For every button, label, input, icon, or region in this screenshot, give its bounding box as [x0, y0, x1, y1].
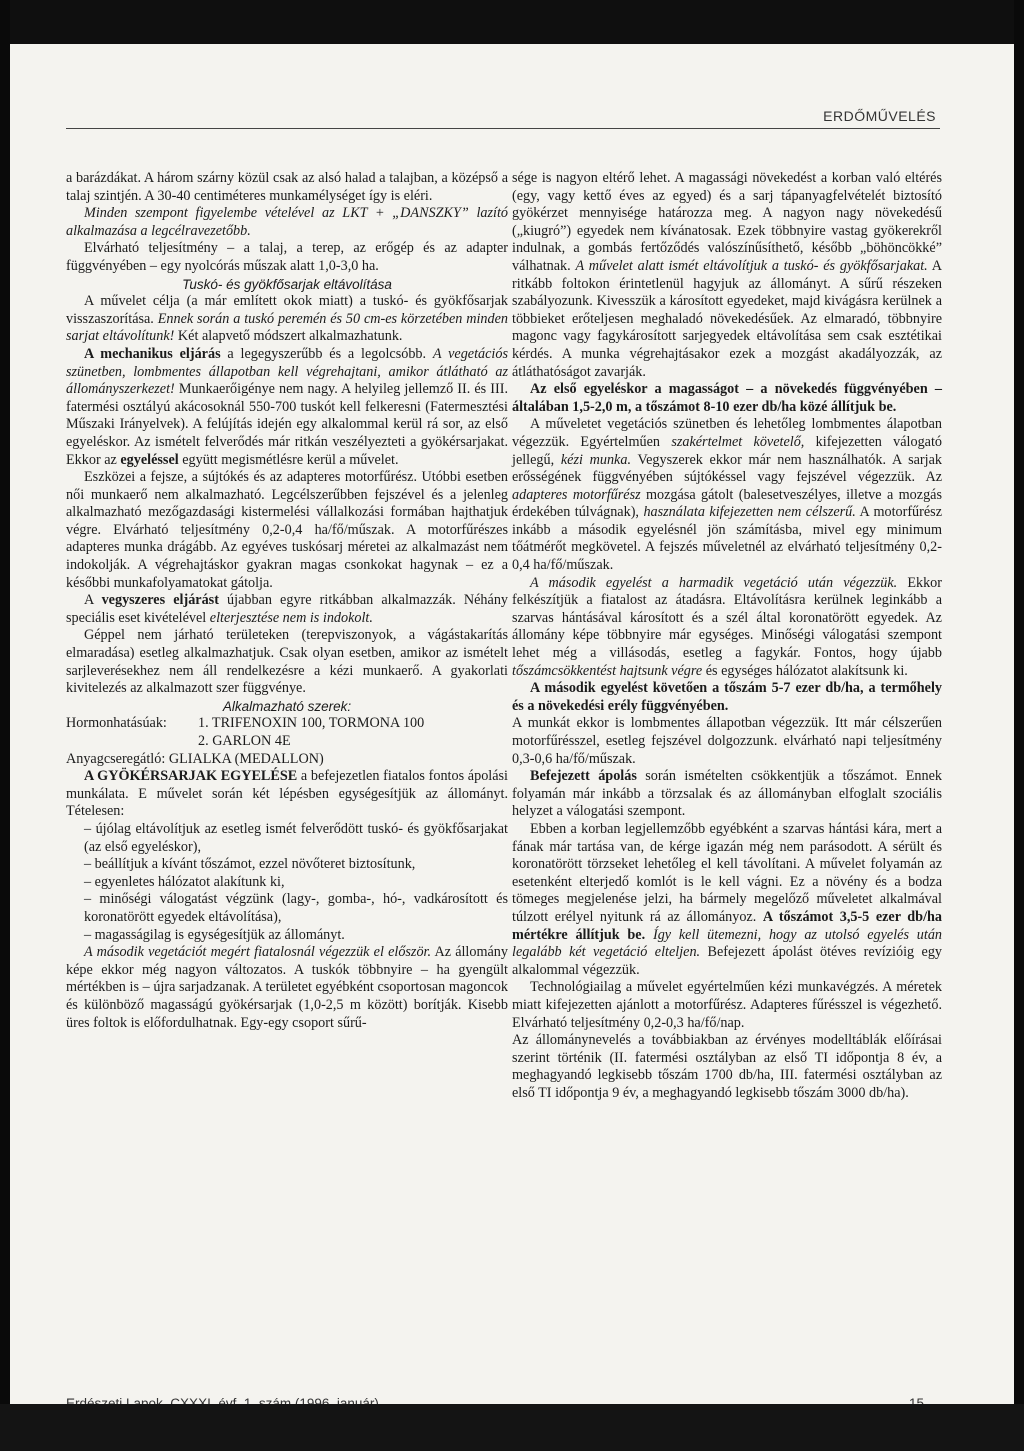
list-item: – magasságilag is egységesítjük az állományt. [84, 926, 345, 943]
paragraph-bold: A második egyelést követően a tőszám 5-7 ezer db/ha, a termőhely és a növekedési erély függvényében. [512, 680, 942, 714]
paragraph-italic: Minden szempont figyelembe vételével az LKT + „DANSZKY” lazító alkalmazása a legcélravezetőbb. [66, 205, 508, 239]
list-item: – beállítjuk a kívánt tőszámot, ezzel növőteret biztosítunk, [84, 856, 416, 873]
agent-row: Hormonhatásúak: 1. TRIFENOXIN 100, TORMONA 100 [66, 715, 425, 732]
paragraph: Befejezett ápolás során ismételten csökkentjük a tőszámot. Ennek folyamán már inkább a törzsalak és az állományban elfoglalt szociális helyzet a válogatási szempont. [512, 768, 942, 820]
paragraph: Eszközei a fejsze, a sújtókés és az adapteres motorfűrész. Utóbbi esetben női munkaerő nem alkalmazható. Legcélszerűbben fejszével és a jelenleg alkalmazható mezőgazdasági kistermelési vállalkozási formában hajthatjuk végre. Elvárható teljesítmény 0,2-0,4 ha/fő/műszak. A motorfűrészes adapteres munka drágább. Az egyéves tuskósarj méretei az alkalmazást nem indokolják. A végrehajtáskor gyakran magas csonkokat hagynak – ez a későbbi munkafolyamatokat gátolja. [66, 469, 508, 591]
paragraph: A GYÖKÉRSARJAK EGYELÉSE a befejezetlen fiatalos fontos ápolási munkálata. E művelet során két lépésben egységesítjük az állományt. Tételesen: [66, 768, 508, 820]
paragraph: A művelet célja (a már említett okok miatt) a tuskó- és gyökfősarjak visszaszorítása. Ennek során a tuskó peremén és 50 cm-es körzetében minden sarjat eltávolítunk! Két alapvető módszert alkalmazhatunk. [66, 293, 508, 345]
scan-border-bottom [0, 1404, 1024, 1451]
task-list [66, 821, 508, 944]
list-item: – újólag eltávolítjuk az esetleg ismét felverődött tuskó- és gyökfősarjakat (az első egyeléskor), [84, 820, 508, 855]
section-header: ERDŐMŰVELÉS [823, 108, 936, 124]
paragraph: Az állománynevelés a továbbiakban az érvényes modelltáblák előírásai szerint történik (II. fatermési osztályban az első TI időpontja 8 év, a meghagyandó legkisebb tőszám 1700 db/ha, III. fatermési osztályban az első TI időpontja 9 év, a meghagyandó legkisebb tőszám 3000 db/ha). [512, 1032, 942, 1101]
paragraph: A munkát ekkor is lombmentes állapotban végezzük. Itt már célszerűen motorfűrésszel, esetleg fejszével dolgozzunk. elvárható napi teljesítmény 0,3-0,6 ha/fő/műszak. [512, 715, 942, 767]
paragraph: Géppel nem járható területeken (terepviszonyok, a vágástakarítás elmaradása) esetleg alkalmazhatjuk. Csak olyan esetben, amikor az ismételt sarjleverésekhez nem áll rendelkezésre a kézi munkaerő. A gyakorlati kivitelezés az alkalmazott szer függvénye. [66, 627, 508, 697]
paragraph-bold: Az első egyeléskor a magasságot – a növekedés függvényében – általában 1,5-2,0 m, a tőszámot 8-10 ezer db/ha közé állítjuk be. [512, 381, 942, 415]
list-item: – minőségi válogatást végzünk (lagy-, gomba-, hó-, vadkárosított és koronatörött egyedek eltávolítása), [84, 891, 508, 925]
paragraph: A második vegetációt megért fiatalosnál végezzük el először. Az állomány képe ekkor még nagyon változatos. A tuskók többnyire – ha gyengült mértékben is – újra sarjadzanak. A területet egyébként csoportosan magoncok és különböző magasságú gyökérsarjak (1,0-2,5 m között) borítják. Kisebb üres foltok is előfordulhatnak. Egy-egy csoport sűrű- [66, 944, 508, 1031]
right-column [512, 170, 942, 1102]
paragraph: A vegyszeres eljárást újabban egyre ritkábban alkalmazzák. Néhány speciális eset kivételével elterjesztése nem is indokolt. [66, 592, 509, 626]
header-rule [66, 128, 940, 129]
paragraph: a barázdákat. A három szárny közül csak az alsó halad a talajban, a középső a talaj szintjén. A 30-40 centiméteres munkamélységet így is eléri. [66, 170, 508, 204]
scan-border-right [1014, 0, 1024, 1451]
list-item: – egyenletes hálózatot alakítunk ki, [84, 873, 285, 890]
paragraph: sége is nagyon eltérő lehet. A magassági növekedést a korban való eltérés (egy, vagy kettő éves az egyed) és a sarj tápanyagfelvételét biztosító gyökérzet mennyisége határozza meg. A nagyon nagy növekedésű („kiugró”) egyedek nem kívánatosak. Ezek többnyire vastag gyökerekről indulnak, a gombás fertőződés valószínűsíthető, később „böhöncökké” válhatnak. A művelet alatt ismét eltávolítjuk a tuskó- és gyökfősarjakat. A ritkább foltokon érintetlenül hagyjuk az állományt. A sűrű részeken szabályozunk. Kivesszük a károsított egyedeket, majd kivágásra kerülnek a többieket erőteljesen meghaladó növekedésűek. Az elmaradó, többnyire magonc vagy fagykárosított sarjegyedek eltávolítása sem csak esztétikai kérdés. A munka végrehajtásakor ezek a mozgást akadályozzák, az átláthatóságot zavarják. [512, 170, 943, 380]
paragraph: A műveletet vegetációs szünetben és lehetőleg lombmentes álapotban végezzük. Egyértelműen szakértelmet követelő, kifejezetten válogató jellegű, kézi munka. Vegyszerek ekkor már nem használhatók. A sarjak erősségének függvényében sújtókéssel vagy fejszével végezzük. Az adapteres motorfűrész mozgása gátolt (balesetveszélyes, illetve a mozgás érdekében túlvágnak), használata kifejezetten nem célszerű. A motorfűrész inkább a második egyelésnél jön számításba, mivel egy minimum tőátmérőt megkövetel. A fejszés műveletnél az elvárható teljesítmény 0,2-0,4 ha/fő/műszak. [512, 416, 942, 574]
magazine-page [10, 44, 1014, 1404]
paragraph: A mechanikus eljárás a legegyszerűbb és a legolcsóbb. A vegetációs szünetben, lombmentes állapotban kell végrehajtani, amikor átlátható az állományszerkezet! Munkaerőigénye nem nagy. A helyileg jellemző II. és III. fatermési osztályú akácosoknál 550-700 tuskót kell felkeresni (Fatermesztési Műszaki Irányelvek). A felújítás idején egy alkalommal kerül rá sor, az első egyeléskor. Az ismételt felverődés már ritkán veszélyezteti a gyökérsarjakat. Ekkor az egyeléssel együtt megismétlésre kerül a művelet. [66, 345, 508, 468]
paragraph: Elvárható teljesítmény – a talaj, a terep, az erőgép és az adapter függvényében – egy nyolcórás műszak alatt 1,0-3,0 ha. [66, 240, 508, 274]
scan-border-left [0, 0, 10, 1451]
subheading: Tuskó- és gyökfősarjak eltávolítása [182, 276, 392, 292]
scan-border-top [0, 0, 1024, 50]
paragraph: Ebben a korban legjellemzőbb egyébként a szarvas hántási kára, mert a fának már tartása van, de kérge igazán még nem parásodott. A sérült és koronatörött törzseket lehetőleg el kell távolítani. A művelet folyamán az esetenként elterjedő komlót is le kell vágni. Ez a növény és a bodza tömeges megjelenése jelzi, ha bármely megelőző műveletet alkalmával túlzott erélyel nyitunk rá az állományoz. A tőszámot 3,5-5 ezer db/ha mértékre állítjuk be. Így kell ütemezni, hogy az utolsó egyelés után legalább két vegetáció elteljen. Befejezett ápolást ötéves revízióig egy alkalommal végezzük. [512, 820, 943, 978]
left-column [66, 170, 508, 1032]
subheading: Alkalmazható szerek: [222, 698, 352, 714]
agent-row: 2. GARLON 4E [198, 733, 291, 749]
paragraph: Technológiailag a művelet egyértelműen kézi munkavégzés. A méretek miatt kifejezetten ajánlott a motorfűrész. Adapteres fűrésszel is végezhető. Elvárható teljesítmény 0,2-0,3 ha/fő/nap. [512, 979, 942, 1031]
paragraph: A második egyelést a harmadik vegetáció után végezzük. Ekkor felkészítjük a fiatalost az átadásra. Eltávolításra kerülnek leginkább a szarvas hántásával károsított és a szél által koronatörött egyedek. Az állomány képe többnyire már egységes. Minőségi válogatási szempont lehet még a villásodás, esetleg a fagykár. Fontos, hogy újabb tőszámcsökkentést hajtsunk végre és egységes hálózatot alakítsunk ki. [512, 574, 942, 679]
agent-row: Anyagcseregátló: GLIALKA (MEDALLON) [66, 750, 324, 767]
